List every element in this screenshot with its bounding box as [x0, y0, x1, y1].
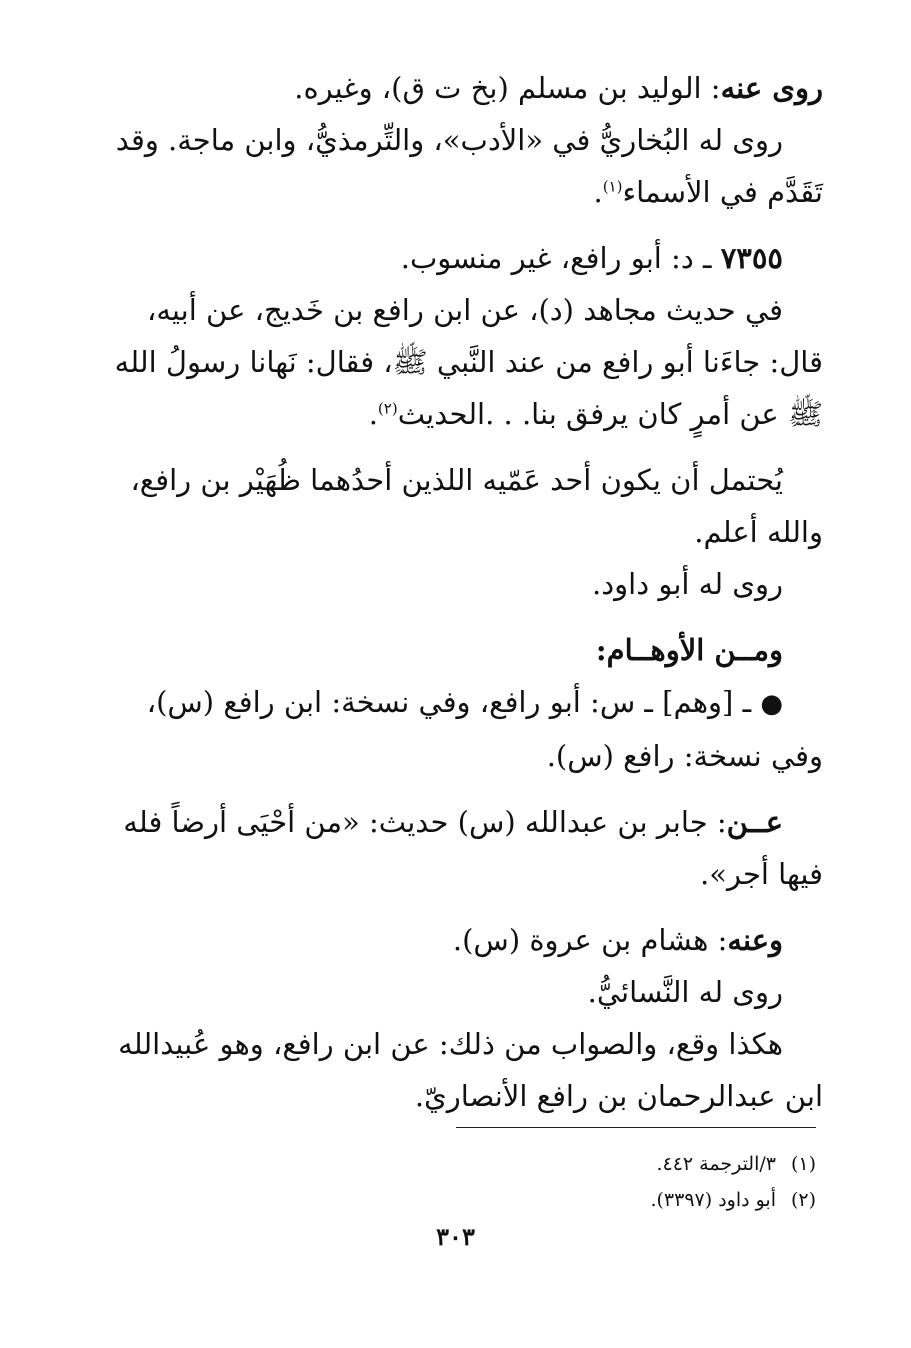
line-3 — [88, 166, 823, 218]
line-7-end: . — [368, 397, 378, 431]
line-8: يُحتمل أن يكون أحد عَمّيه اللذين أحدُهما ظُهَيْر بن رافع، — [130, 463, 783, 497]
footnote-2-number: (٢) — [790, 1189, 816, 1211]
line-12 — [88, 676, 823, 730]
line-14 — [88, 796, 823, 848]
line-14-rest: : جابر بن عبدالله (س) حديث: «من أحْيَى أرضاً فله — [123, 805, 727, 839]
label-wa-anhu: وعنه — [727, 923, 783, 957]
line-7 — [88, 388, 823, 440]
page-number: ٣٠٣ — [436, 1222, 475, 1251]
footnote-1-number: (١) — [790, 1153, 816, 1175]
footnote-2-text: أبو داود (٣٣٩٧). — [650, 1189, 776, 1211]
line-9: والله أعلم. — [694, 515, 823, 549]
line-6: قال: جاءَنا أبو رافع من عند النَّبي ﷺ، فقال: نَهانا رسولُ الله — [114, 345, 823, 379]
line-7-text: ﷺ عن أمرٍ كان يرفق بنا. . .الحديث — [397, 397, 823, 431]
footnote-ref-2[interactable]: (٢) — [377, 399, 398, 418]
line-3-text: تَقَدَّم في الأسماء — [622, 175, 823, 209]
label-an: عــن — [726, 805, 783, 839]
section-heading-awham: ومــن الأوهــام: — [595, 633, 783, 667]
line-1-rest: : الوليد بن مسلم (بخ ت ق)، وغيره. — [294, 71, 721, 105]
line-16-rest: : هشام بن عروة (س). — [452, 923, 728, 957]
footnote-1-text: ٣/الترجمة ٤٤٢. — [656, 1153, 776, 1175]
bullet-icon: ● — [760, 689, 783, 719]
line-16 — [88, 914, 823, 966]
line-19: ابن عبدالرحمان بن رافع الأنصاريّ. — [414, 1079, 823, 1113]
line-5: في حديث مجاهد (د)، عن ابن رافع بن خَديج، عن أبيه، — [147, 293, 783, 327]
main-text — [88, 62, 823, 1122]
line-18: هكذا وقع، والصواب من ذلك: عن ابن رافع، وهو عُبيدالله — [118, 1027, 783, 1061]
footnote-divider — [456, 1127, 816, 1128]
line-2: روى له البُخاريُّ في «الأدب»، والتِّرمذيُّ، وابن ماجة. وقد — [115, 123, 783, 157]
line-15: فيها أجر». — [700, 857, 823, 891]
line-13: وفي نسخة: رافع (س). — [546, 739, 823, 773]
footnote-1 — [100, 1146, 816, 1182]
entry-title: ـ د: أبو رافع، غير منسوب. — [400, 241, 721, 275]
line-17: روى له النَّسائيُّ. — [587, 975, 783, 1009]
entry-number: ٧٣٥٥ — [720, 241, 783, 275]
footnotes — [100, 1146, 816, 1218]
entry-heading — [88, 232, 823, 284]
footnote-ref-1[interactable]: (١) — [602, 177, 623, 196]
line-3-end: . — [593, 175, 603, 209]
line-12-rest: ـ [وهم] ـ س: أبو رافع، وفي نسخة: ابن رافع (س)، — [146, 685, 761, 719]
line-10: روى له أبو داود. — [592, 567, 783, 601]
label-rawa-anhu: روى عنه — [720, 71, 823, 105]
line-1 — [88, 62, 823, 114]
footnote-2 — [100, 1182, 816, 1218]
